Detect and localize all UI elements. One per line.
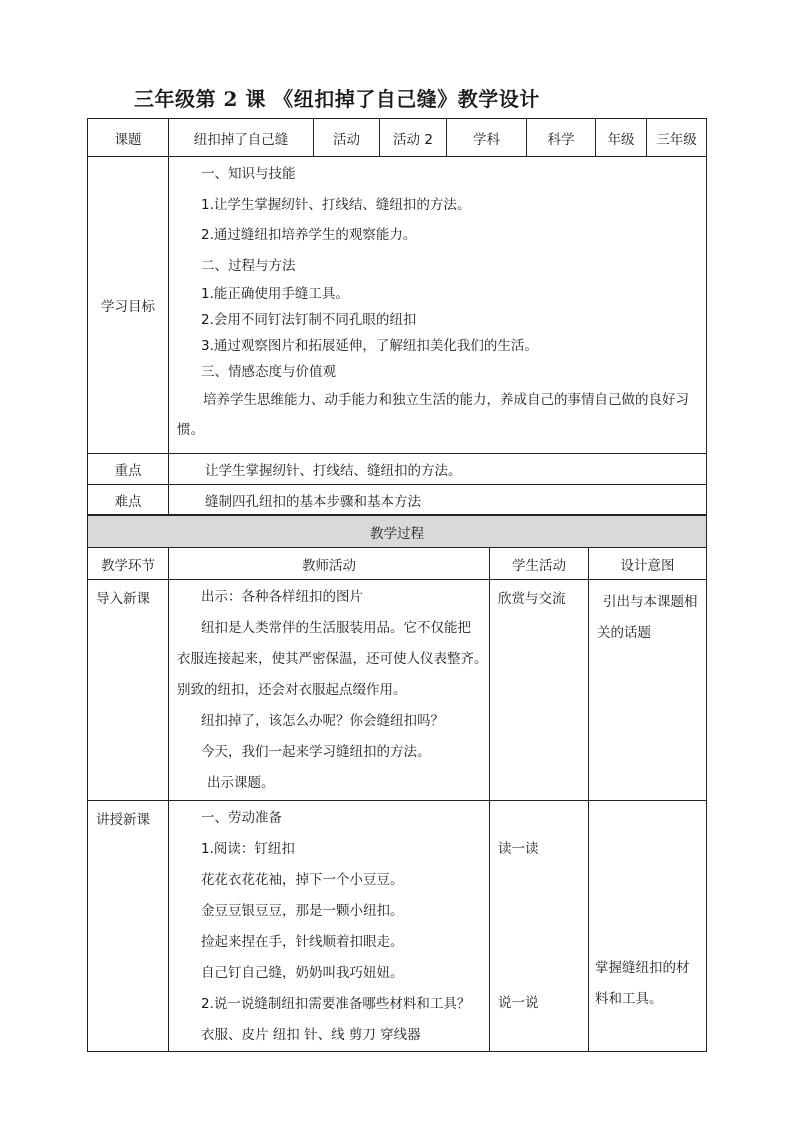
student-read: 读一读 (498, 841, 539, 857)
col-student: 学生活动 (490, 548, 589, 580)
difficulty-label: 难点 (88, 485, 169, 515)
col-intent: 设计意图 (589, 548, 707, 580)
activity-label: 活动 (314, 119, 380, 157)
teacher-intro (169, 580, 490, 801)
activity-value: 活动 2 (380, 119, 447, 157)
teacher-line: 纽扣掉了，该怎么办呢？你会缝纽扣吗？ (201, 713, 444, 729)
student-intro: 欣赏与交流 (490, 580, 589, 801)
subject-value: 科学 (527, 119, 596, 157)
teacher-line: 一、劳动准备 (201, 810, 282, 826)
goal-line: 2.通过缝纽扣培养学生的观察能力。 (201, 227, 417, 243)
stage-new: 讲授新课 (88, 801, 169, 1052)
teacher-line: 自己钉自己缝，奶奶叫我巧妞妞。 (201, 965, 404, 981)
goal-line: 一、知识与技能 (201, 166, 296, 182)
goal-line: 1.能正确使用手缝工具。 (201, 286, 349, 302)
teacher-line: 别致的纽扣，还会对衣服起点缀作用。 (177, 682, 407, 698)
process-table (87, 515, 707, 1052)
lesson-info-table (87, 118, 707, 515)
teacher-line: 出示：各种各样纽扣的图片 (201, 589, 363, 605)
key-value: 让学生掌握纫针、打线结、缝纽扣的方法。 (169, 454, 707, 485)
key-label: 重点 (88, 454, 169, 485)
student-say: 说一说 (498, 995, 539, 1011)
teacher-line: 衣服连接起来，使其严密保温，还可使人仪表整齐。 (177, 651, 488, 667)
teacher-line: 出示课题。 (207, 775, 275, 791)
process-columns-row (88, 548, 707, 580)
intent-new-cell (589, 801, 707, 1052)
process-row-new (88, 801, 707, 1052)
goals-content (169, 157, 707, 454)
info-row (88, 119, 707, 157)
student-new (490, 801, 589, 1052)
teacher-line: 金豆豆银豆豆，那是一颗小纽扣。 (201, 903, 404, 919)
difficulty-row (88, 485, 707, 515)
teacher-new (169, 801, 490, 1052)
subject-label: 学科 (447, 119, 527, 157)
grade-value: 三年级 (647, 119, 707, 157)
teacher-line: 今天，我们一起来学习缝纽扣的方法。 (201, 744, 431, 760)
intent-new: 掌握缝纽扣的材料和工具。 (595, 960, 690, 1007)
process-header-row (88, 516, 707, 548)
goals-row (88, 157, 707, 454)
teacher-line: 花花衣花花袖，掉下一个小豆豆。 (201, 872, 404, 888)
difficulty-value: 缝制四孔纽扣的基本步骤和基本方法 (169, 485, 707, 515)
intent-intro: 引出与本课题相关的话题 (589, 580, 707, 801)
goal-line: 二、过程与方法 (201, 257, 296, 274)
teacher-line: 衣服、皮片 纽扣 针、线 剪刀 穿线器 (201, 1027, 421, 1043)
goal-line: 1.让学生掌握纫针、打线结、缝纽扣的方法。 (201, 196, 471, 213)
grade-label: 年级 (596, 119, 647, 157)
topic-label: 课题 (88, 119, 169, 157)
goal-line: 2.会用不同钉法钉制不同孔眼的纽扣 (201, 312, 417, 328)
process-header: 教学过程 (88, 516, 707, 548)
col-stage: 教学环节 (88, 548, 169, 580)
goal-line: 3.通过观察图片和拓展延伸，了解纽扣美化我们的生活。 (201, 338, 538, 354)
goals-label: 学习目标 (88, 157, 169, 454)
goal-line: 三、情感态度与价值观 (201, 364, 336, 380)
teacher-line: 捡起来捏在手，针线顺着扣眼走。 (201, 934, 404, 950)
col-teacher: 教师活动 (169, 548, 490, 580)
teacher-line: 2.说一说缝制纽扣需要准备哪些材料和工具？ (201, 996, 471, 1012)
teacher-line: 纽扣是人类常伴的生活服装用品。它不仅能把 (201, 620, 471, 636)
teacher-line: 1.阅读：钉纽扣 (201, 841, 295, 857)
key-row (88, 454, 707, 485)
topic-value: 纽扣掉了自己缝 (169, 119, 314, 157)
process-row-intro (88, 580, 707, 801)
goal-paragraph: 培养学生思维能力、动手能力和独立生活的能力，养成自己的事情自己做的良好习惯。 (177, 392, 689, 438)
stage-intro: 导入新课 (88, 580, 169, 801)
document-title: 三年级第 2 课 《纽扣掉了自己缝》教学设计 (134, 87, 540, 111)
